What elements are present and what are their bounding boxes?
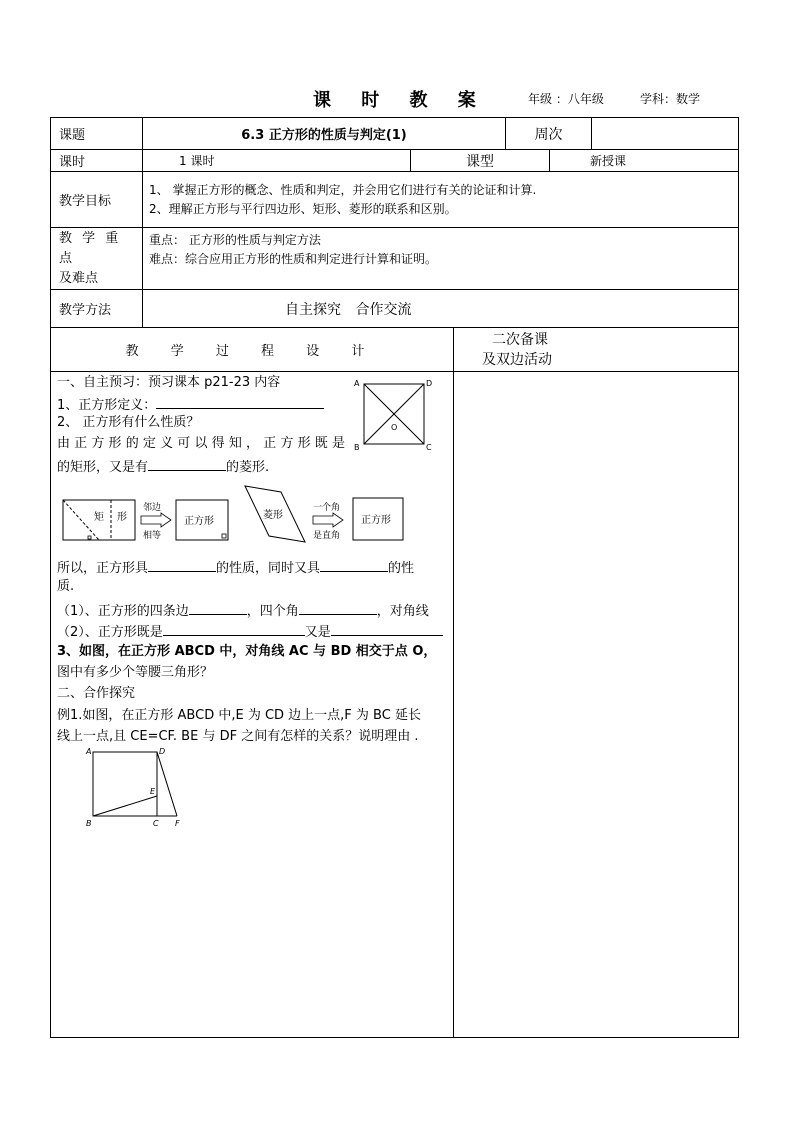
process-content-cell: [51, 372, 454, 1038]
blank-line: [148, 557, 216, 572]
question-2-text-line2: [57, 456, 269, 477]
page-title: 课 时 教 案: [313, 90, 488, 111]
question-1: [57, 394, 324, 415]
summary-text-c: 的性: [388, 561, 415, 576]
example-1-line2: 线上一点,且 CE=CF. BE 与 DF 之间有怎样的关系？说明理由 .: [57, 729, 419, 744]
rhombus-label: 菱形: [263, 510, 283, 521]
point-label-e: E: [150, 787, 156, 796]
arrow2-top-label: 一个角: [313, 503, 341, 513]
rect-label-2: 形: [117, 512, 127, 523]
key-point: 重点： 正方形的性质与判定方法: [149, 233, 321, 247]
type-label: 课型: [411, 150, 550, 172]
prep-heading: [454, 328, 739, 372]
key-label: [51, 228, 143, 290]
summary-text-b: 的性质，同时又具: [216, 561, 321, 576]
point-label-o: O: [391, 423, 398, 432]
question-3-line1: 3、如图，在正方形 ABCD 中，对角线 AC 与 BD 相交于点 O，: [57, 644, 437, 659]
key-label-line1: 教 学 重 点: [59, 230, 122, 266]
row-goals: [51, 172, 739, 228]
week-label: 周次: [506, 118, 592, 150]
blank-line: [331, 621, 443, 636]
property-2: [57, 621, 443, 642]
subject-label: 学科：数学: [640, 92, 701, 106]
blank-line: [189, 600, 247, 615]
square-derivation-diagram: [59, 480, 409, 548]
row-main: [51, 372, 739, 1038]
question-3-line2: 图中有多少个等腰三角形？: [57, 665, 214, 680]
point-label-d: D: [159, 747, 166, 756]
row-method: [51, 290, 739, 328]
point-label-c: C: [426, 443, 432, 452]
prep-heading-line2: 及双边活动: [482, 351, 552, 368]
property-1-text-b: ，四个角: [246, 604, 299, 619]
arrow1-bottom-label: 相等: [143, 531, 162, 541]
summary-text-a: 所以，正方形具: [57, 561, 149, 576]
q2-text-b: 的菱形.: [226, 460, 270, 475]
goals-label: 教学目标: [51, 172, 143, 228]
blank-line: [163, 621, 305, 636]
point-label-d: D: [426, 379, 433, 388]
method-label: 教学方法: [51, 290, 143, 328]
topic-label: 课题: [51, 118, 143, 150]
prep-notes-cell[interactable]: [454, 372, 739, 1038]
point-label-b: B: [354, 443, 360, 452]
property-1-text-c: ，对角线: [376, 604, 429, 619]
point-label-b: B: [86, 819, 92, 828]
difficulty: 难点：综合应用正方形的性质和判定进行计算和证明。: [149, 252, 438, 266]
arrow-right-icon: [313, 513, 343, 527]
row-topic: [51, 118, 739, 150]
page-header: [0, 86, 794, 110]
section-1-title: 一、自主预习：预习课本 p21-23 内容: [57, 375, 281, 390]
goals-cell: [143, 172, 739, 228]
hours-value: 1 课时: [143, 150, 411, 172]
summary-line-1: [57, 557, 414, 578]
prep-heading-line1: 二次备课: [492, 331, 548, 348]
week-value: [592, 118, 739, 150]
square-diagonals-figure: [351, 376, 441, 456]
blank-line: [148, 456, 226, 471]
goal-item: 2、理解正方形与平行四边形、矩形、菱形的联系和区别。: [149, 201, 457, 216]
process-content: [51, 372, 454, 1036]
goal-item: 1、 掌握正方形的概念、性质和判定，并会用它们进行有关的论证和计算.: [149, 182, 537, 197]
point-label-c: C: [153, 819, 159, 828]
row-key-points: [51, 228, 739, 290]
point-label-a: A: [86, 747, 92, 756]
question-2-text-line1: 由正方形的定义可以得知，正方形既是: [57, 436, 345, 451]
square-label-1: 正方形: [184, 516, 214, 527]
property-2-text-b: 又是: [304, 625, 331, 640]
row-hours: [51, 150, 739, 172]
row-process-header: [51, 328, 739, 372]
type-value: 新授课: [550, 150, 739, 172]
method-value: 自主探究 合作交流: [143, 290, 739, 328]
lesson-plan-table: [50, 117, 739, 1038]
property-2-text-a: （2）、正方形既是: [57, 625, 163, 640]
example-1-figure: [83, 744, 193, 830]
key-cell: [143, 228, 739, 290]
question-1-text: 1、正方形定义：: [57, 398, 157, 413]
blank-line: [156, 394, 324, 409]
property-1-text-a: （1）、正方形的四条边: [57, 604, 189, 619]
point-label-a: A: [354, 379, 360, 388]
grade-label: 年级 ：八年级: [528, 92, 604, 106]
arrow-right-icon: [141, 513, 171, 527]
arrow2-bottom-label: 是直角: [313, 531, 341, 541]
summary-line-2: 质.: [57, 579, 75, 594]
topic-value: 6.3 正方形的性质与判定(1): [143, 118, 506, 150]
key-label-line2: 及难点: [59, 270, 99, 286]
point-label-f: F: [175, 819, 180, 828]
blank-line: [320, 557, 388, 572]
property-1: [57, 600, 429, 621]
square-label-2: 正方形: [361, 515, 391, 526]
q2-text-a: 的矩形，又是有: [57, 460, 149, 475]
example-1-line1: 例1.如图，在正方形 ABCD 中,E 为 CD 边上一点,F 为 BC 延长: [57, 708, 421, 723]
question-2: 2、 正方形有什么性质？: [57, 415, 200, 430]
section-2-title: 二、合作探究: [57, 686, 136, 701]
rect-label-1: 矩: [94, 512, 104, 523]
arrow1-top-label: 邻边: [143, 503, 162, 513]
hours-label: 课时: [51, 150, 143, 172]
process-heading: 教 学 过 程 设 计: [51, 328, 454, 372]
blank-line: [299, 600, 377, 615]
